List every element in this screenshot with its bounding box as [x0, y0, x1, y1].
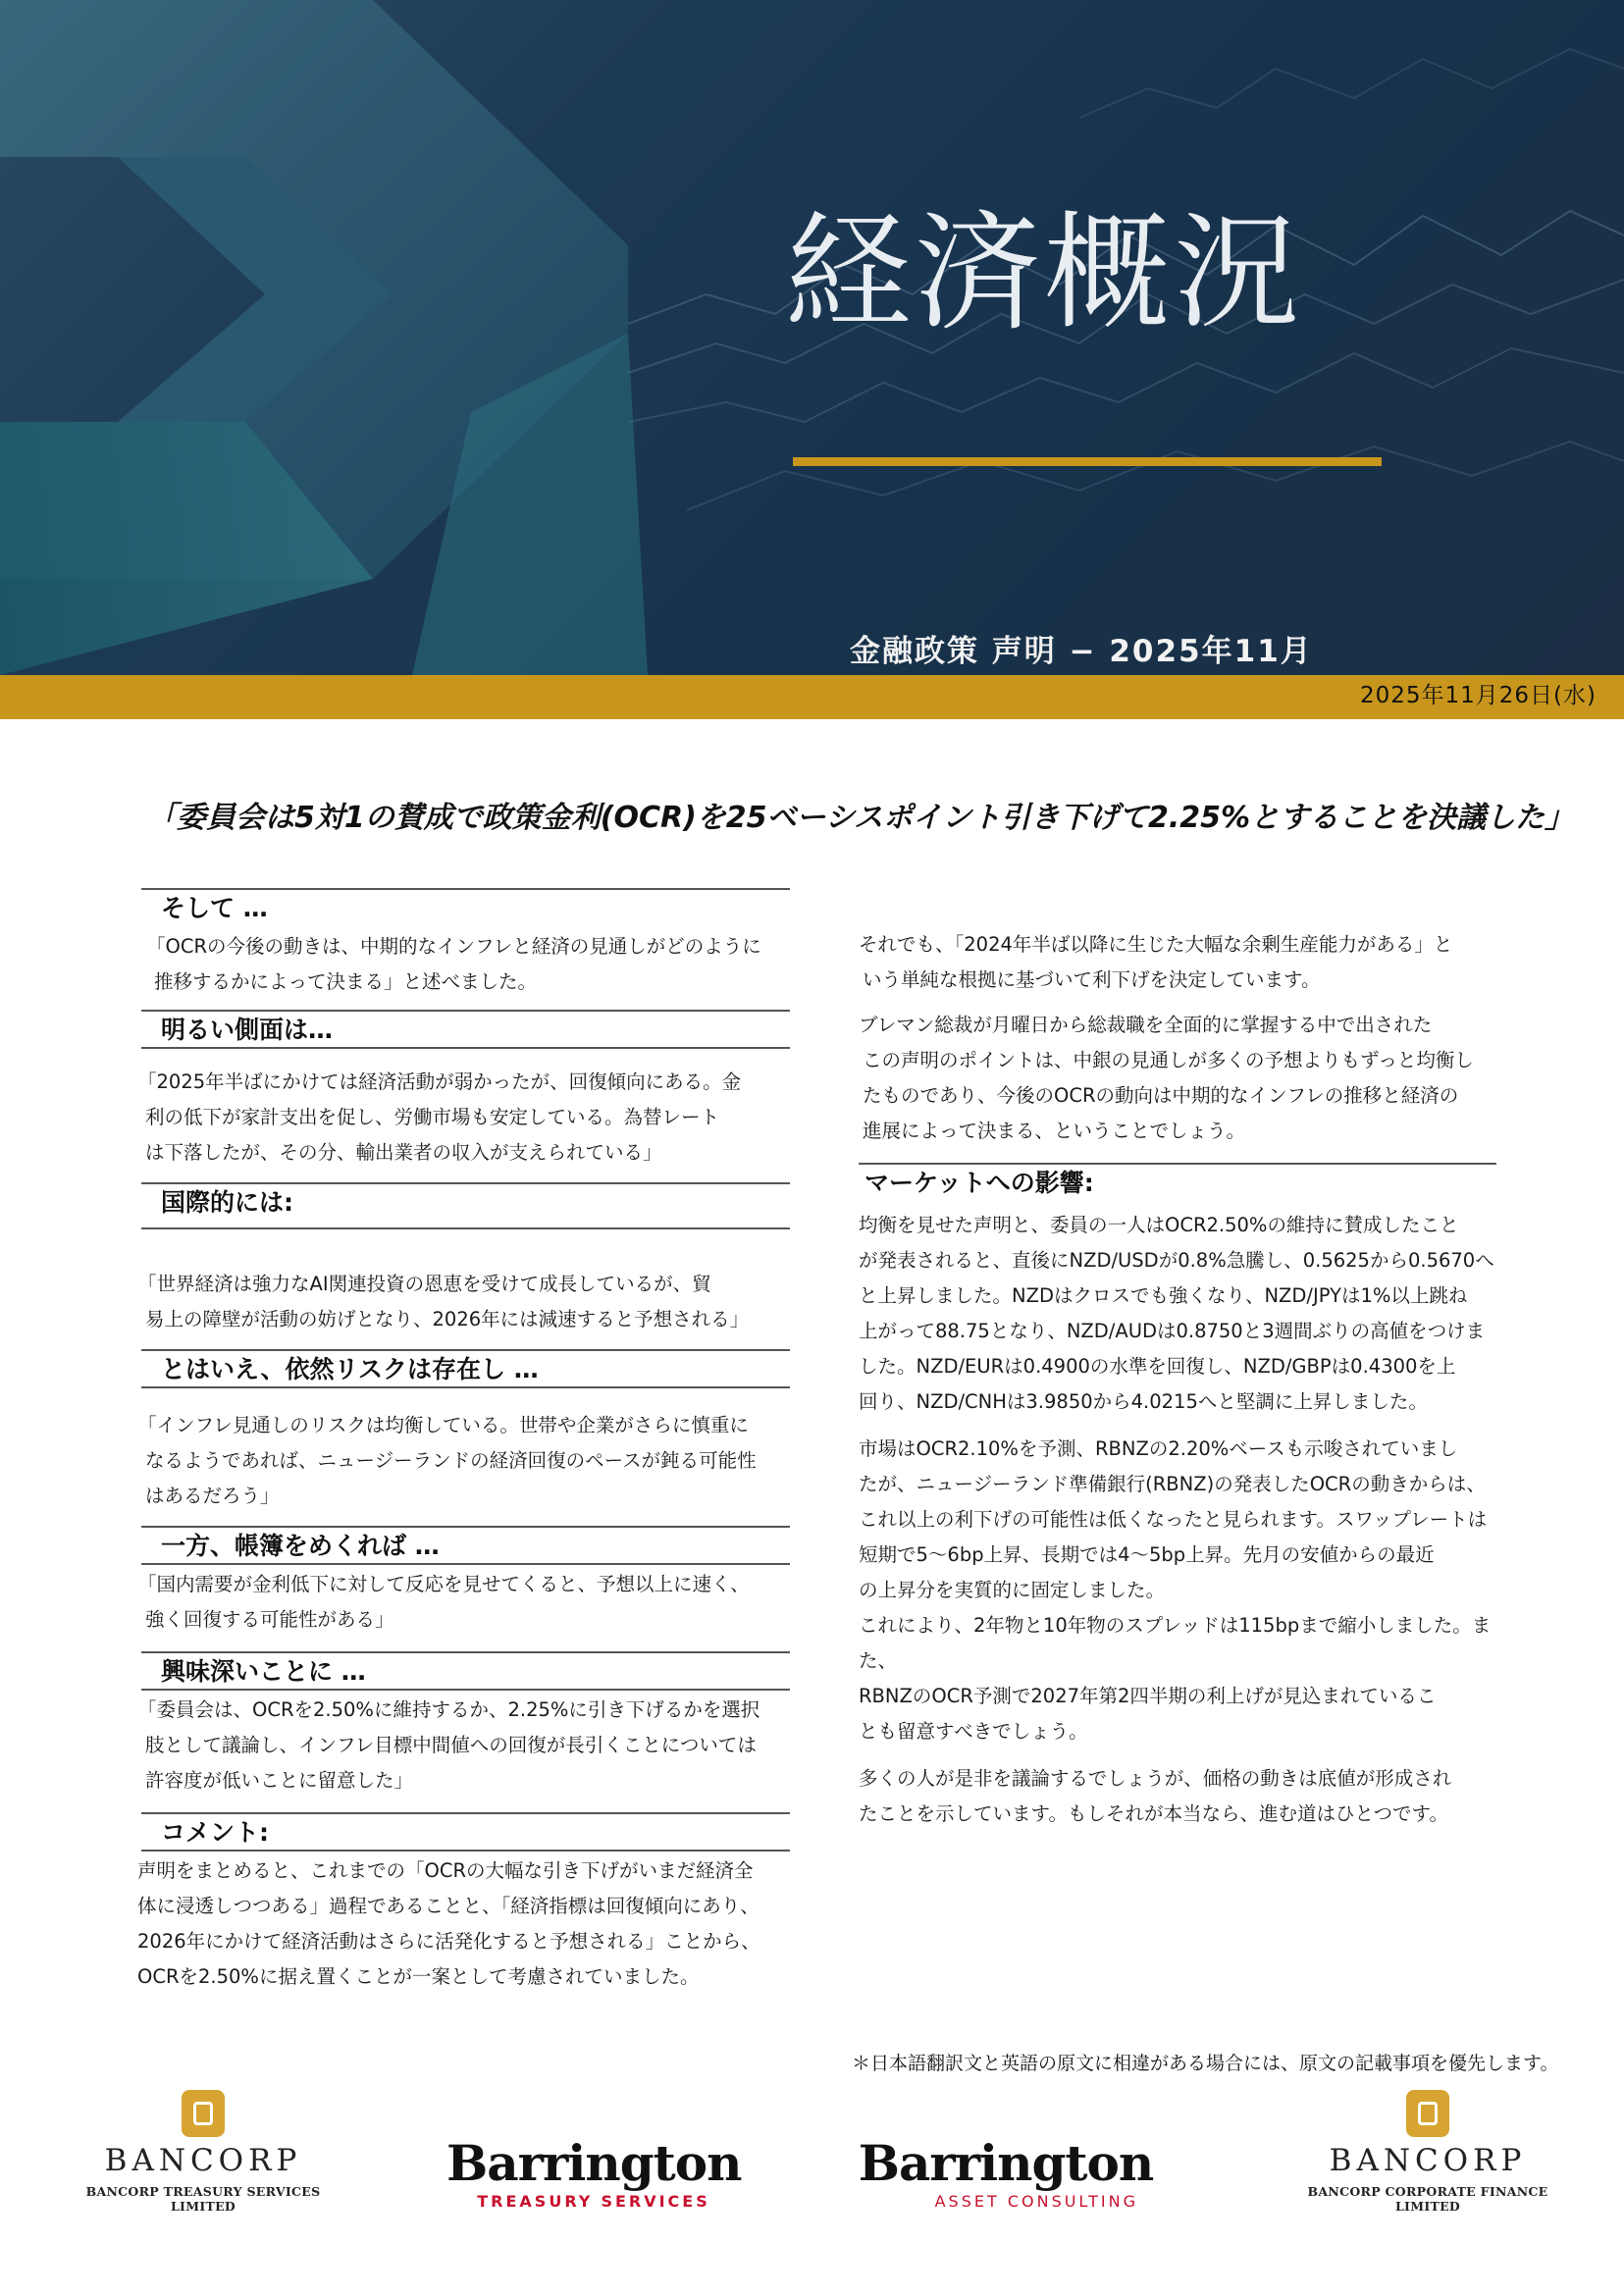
- paragraph: 多くの人が是非を議論するでしょうが、価格の動きは底値が形成され たことを示しています。もしそれが本当なら、進む道はひとつです。: [859, 1767, 1452, 1825]
- section-body: 「2025年半ばにかけては経済活動が弱かったが、回復傾向にある。金 利の低下が家計支出を促し、労働市場も安定している。為替レート は下落したが、その分、輸出業者の収入が支えられている」: [137, 1070, 742, 1164]
- paragraph: それでも、「2024年半ば以降に生じた大幅な余剰生産能力がある」と いう単純な根拠に基づいて利下げを決定しています。: [859, 933, 1453, 991]
- header-banner: [0, 0, 1624, 675]
- section-heading-market: マーケットへの影響:: [859, 1163, 1496, 1202]
- paragraph: 均衡を見せた声明と、委員の一人はOCR2.50%の維持に賛成したこと が発表されると、直後にNZD/USDが0.8%急騰し、0.5625から0.5670へ と上昇しました。NZDはクロスでも強くなり、NZD/JPYは1%以上跳ね 上がって88.75となり、NZD/AUDは0.8750と3週間ぶりの高値をつけま した。NZD/EURは0.4900の水準を回復し、NZD/GBPは0.4300を上 回り、NZD/CNHは3.9850から4.0215へと堅調に上昇しました。: [859, 1214, 1494, 1413]
- bancorp-corporate-logo: BANCORP BANCORP CORPORATE FINANCE LIMITED: [1276, 2090, 1580, 2214]
- section-body: 「OCRの今後の動きは、中期的なインフレと経済の見通しがどのように 推移するかによって決まる」と述べました。: [146, 935, 761, 993]
- section-heading: 興味深いことに …: [141, 1651, 790, 1691]
- left-column: [137, 888, 790, 1995]
- disclaimer: ＊日本語翻訳文と英語の原文に相違がある場合には、原文の記載事項を優先します。: [852, 2053, 1559, 2074]
- page-title: 経済概況: [785, 200, 1304, 346]
- paragraph: ブレマン総裁が月曜日から総裁職を全面的に掌握する中で出された この声明のポイントは、中銀の見通しが多くの予想よりもずっと均衡し たものであり、今後のOCRの動向は中期的なインフレの推移と経済の 進展によって決まる、ということでしょう。: [859, 1014, 1474, 1142]
- headline-quote: 「委員会は5対1の賛成で政策金利(OCR)を25ベーシスポイント引き下げて2.25%とすることを決議した」: [147, 801, 1575, 835]
- bancorp-treasury-logo: BANCORP BANCORP TREASURY SERVICES LIMITED: [61, 2090, 345, 2214]
- section-heading: とはいえ、依然リスクは存在し …: [141, 1349, 790, 1388]
- barrington-treasury-logo: Barrington TREASURY SERVICES: [446, 2134, 742, 2211]
- issue-date: 2025年11月26日(水): [1359, 683, 1597, 708]
- bancorp-emblem-icon: [1406, 2090, 1449, 2137]
- page-subtitle: 金融政策 声明 − 2025年11月: [850, 634, 1313, 669]
- paragraph: 市場はOCR2.10%を予測、RBNZの2.20%ベースも示唆されていまし たが、ニュージーランド準備銀行(RBNZ)の発表したOCRの動きからは、 これ以上の利下げの可能性は低くなったと見られます。スワップレートは 短期で5〜6bp上昇、長期では4〜5bp上昇。先月の安値からの最近 の上昇分を実質的に固定しました。 これにより、2年物と10年物のスプレッドは115bpまで縮小しました。また、 RBNZのOCR予測で2027年第2四半期の利上げが見込まれているこ とも留意すべきでしょう。: [859, 1437, 1492, 1743]
- section-heading: コメント:: [141, 1812, 790, 1852]
- section-heading: 一方、帳簿をめくれば …: [141, 1526, 790, 1565]
- section-body: 「世界経済は強力なAI関連投資の恩恵を受けて成長しているが、貿 易上の障壁が活動の妨げとなり、2026年には減速すると予想される」: [137, 1273, 750, 1330]
- section-body: 「インフレ見通しのリスクは均衡している。世帯や企業がさらに慎重に なるようであれば、ニュージーランドの経済回復のペースが鈍る可能性 はあるだろう」: [137, 1414, 757, 1507]
- section-body: 「国内需要が金利低下に対して反応を見せてくると、予想以上に速く、 強く回復する可能性がある」: [137, 1573, 750, 1631]
- section-heading: 国際的には:: [141, 1182, 790, 1229]
- title-underline: [793, 457, 1382, 466]
- right-column: [859, 927, 1496, 1832]
- barrington-asset-logo: Barrington ASSET CONSULTING: [858, 2134, 1154, 2211]
- section-body: 声明をまとめると、これまでの「OCRの大幅な引き下げがいまだ経済全 体に浸透しつつある」過程であることと、「経済指標は回復傾向にあり、 2026年にかけて経済活動はさらに活発化すると予想される」ことから、 OCRを2.50%に据え置くことが一案として考慮されていました。: [137, 1859, 760, 1988]
- section-body: 「委員会は、OCRを2.50%に維持するか、2.25%に引き下げるかを選択 肢として議論し、インフレ目標中間値への回復が長引くことについては 許容度が低いことに留意した」: [137, 1698, 760, 1792]
- section-heading: そして …: [141, 888, 790, 927]
- bancorp-emblem-icon: [182, 2090, 225, 2137]
- section-heading: 明るい側面は…: [141, 1010, 790, 1049]
